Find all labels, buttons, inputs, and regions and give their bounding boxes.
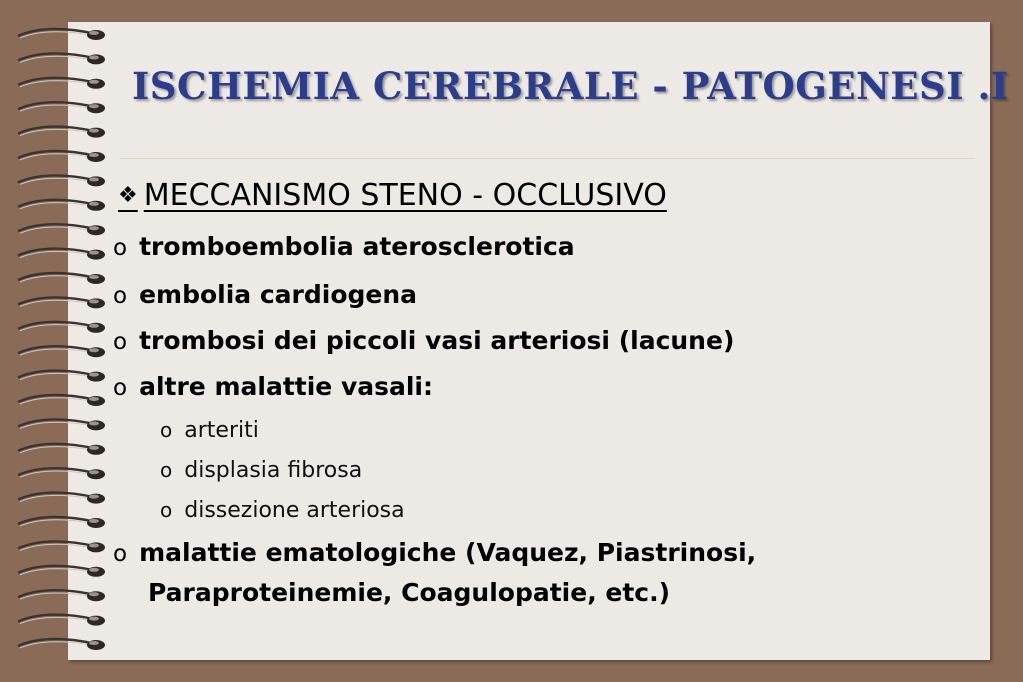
circle-bullet-icon: o: [160, 458, 173, 482]
sub-list-item-text: arteriti: [184, 418, 259, 443]
binding-ring: [18, 371, 105, 382]
sub-list-item: [160, 418, 259, 443]
list-item: [113, 280, 417, 309]
binding-ring: [18, 590, 105, 601]
binding-ring: [18, 517, 105, 528]
binding-ring: [18, 78, 105, 89]
sub-list-item: [160, 498, 405, 523]
binding-ring: [18, 273, 105, 284]
slide-title: ISCHEMIA CEREBRALE - PATOGENESI .I: [132, 64, 1009, 108]
binding-ring: [18, 249, 105, 260]
binding-ring: [18, 53, 105, 64]
title-divider: [120, 158, 975, 159]
binding-ring: [18, 127, 105, 138]
section-heading-text: MECCANISMO STENO - OCCLUSIVO: [143, 178, 667, 213]
circle-bullet-icon: o: [113, 235, 128, 261]
circle-bullet-icon: o: [113, 541, 128, 567]
sub-list-item-text: displasia fibrosa: [184, 458, 363, 483]
circle-bullet-icon: o: [113, 329, 128, 355]
binding-ring: [18, 566, 105, 577]
binding-ring: [18, 541, 105, 552]
binding-ring: [18, 444, 105, 455]
binding-ring: [18, 419, 105, 430]
list-item-text: altre malattie vasali:: [139, 372, 433, 401]
diamond-bullet-icon: ❖: [118, 183, 138, 208]
binding-ring: [18, 29, 105, 40]
binding-ring: [18, 224, 105, 235]
list-item-text: trombosi dei piccoli vasi arteriosi (lacune): [139, 326, 735, 355]
binding-ring: [18, 395, 105, 406]
sub-list-item-text: dissezione arteriosa: [184, 498, 405, 523]
binding-ring: [18, 200, 105, 211]
list-item-continuation: Paraproteinemie, Coagulopatie, etc.): [148, 578, 671, 607]
sub-list-item: [160, 458, 362, 483]
binding-ring: [18, 615, 105, 626]
list-item-text: embolia cardiogena: [139, 280, 418, 309]
list-item: [113, 372, 433, 401]
circle-bullet-icon: o: [113, 375, 128, 401]
list-item-text: malattie ematologiche (Vaquez, Piastrinosi,: [139, 538, 757, 567]
binding-ring: [18, 322, 105, 333]
binding-ring: [18, 468, 105, 479]
binding-ring: [18, 493, 105, 504]
list-item: [113, 232, 575, 261]
binding-ring: [18, 297, 105, 308]
binding-ring: [18, 346, 105, 357]
binding-ring: [18, 151, 105, 162]
binding-ring: [18, 639, 105, 650]
binding-ring: [18, 102, 105, 113]
list-item: [113, 326, 734, 355]
binding-ring: [18, 175, 105, 186]
section-heading: [118, 178, 667, 213]
circle-bullet-icon: o: [113, 283, 128, 309]
circle-bullet-icon: o: [160, 498, 173, 522]
circle-bullet-icon: o: [160, 418, 173, 442]
spiral-binding: [0, 0, 120, 682]
list-item: [113, 538, 756, 567]
list-item-text: tromboembolia aterosclerotica: [139, 232, 575, 261]
